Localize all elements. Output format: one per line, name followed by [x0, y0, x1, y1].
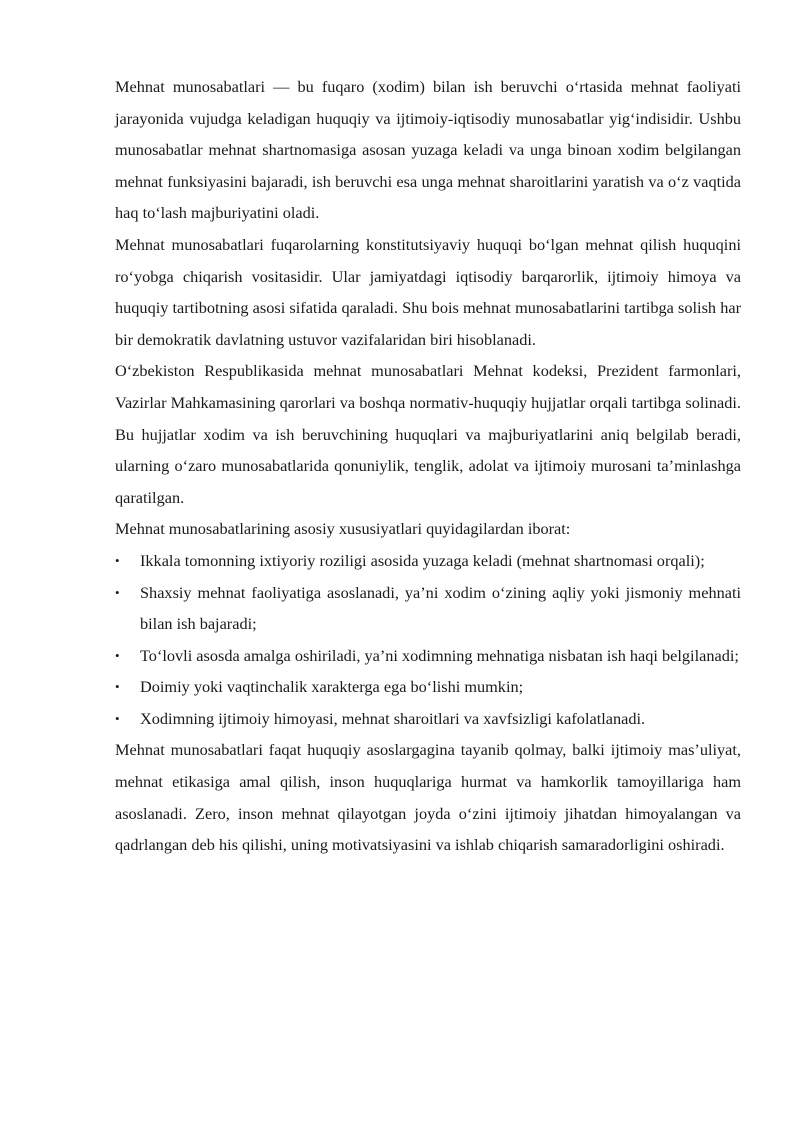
paragraph-definition: Mehnat munosabatlari — bu fuqaro (xodim) bilan ish beruvchi o‘rtasida mehnat faoliyati jarayonida vujudga keladigan huquqiy va ijtimoiy-iqtisodiy munosabatlar yig‘indisidir. Ushbu munosabatlar mehnat shartnomasiga asosan yuzaga keladi va unga binoan xodim belgilangan mehnat funksiyasini bajaradi, ish beruvchi esa unga mehnat sharoitlarini yaratish va o‘z vaqtida haq to‘lash majburiyatini oladi. — [115, 77, 741, 223]
list-item-text: Xodimning ijtimoiy himoyasi, mehnat sharoitlari va xavfsizligi kafolatlanadi. — [140, 708, 646, 728]
list-item — [115, 671, 741, 703]
bullet-icon: • — [115, 584, 120, 600]
document-page — [115, 71, 741, 861]
bullet-icon: • — [115, 679, 120, 695]
paragraph-constitutional-right: Mehnat munosabatlari fuqarolarning konstitutsiyaviy huquqi bo‘lgan mehnat qilish huquqini ro‘yobga chiqarish vositasidir. Ular jamiyatdagi iqtisodiy barqarorlik, ijtimoiy himoya va huquqiy tartibotning asosi sifatida qaraladi. Shu bois mehnat munosabatlarini tartibga solish har bir demokratik davlatning ustuvor vazifalaridan biri hisoblanadi. — [115, 234, 741, 349]
list-item — [115, 545, 741, 577]
list-item — [115, 703, 741, 735]
bullet-icon: • — [115, 710, 120, 726]
bullet-icon: • — [115, 552, 120, 568]
paragraph-closing: Mehnat munosabatlari faqat huquqiy asoslargagina tayanib qolmay, balki ijtimoiy mas’uliyat, mehnat etikasiga amal qilish, inson huquqlariga hurmat va hamkorlik tamoyillariga ham asoslanadi. Zero, inson mehnat qilayotgan joyda o‘zini ijtimoiy jihatdan himoyalangan va qadrlangan deb his qilishi, uning motivatsiyasini va ishlab chiqarish samaradorligini oshiradi. — [115, 740, 741, 855]
list-item-text: Doimiy yoki vaqtinchalik xarakterga ega bo‘lishi mumkin; — [140, 677, 524, 697]
list-item — [115, 640, 741, 672]
list-item — [115, 577, 741, 640]
paragraph-list-intro: Mehnat munosabatlarining asosiy xususiyatlari quyidagilardan iborat: — [115, 519, 571, 539]
list-item-text: Shaxsiy mehnat faoliyatiga asoslanadi, ya’ni xodim o‘zining aqliy yoki jismoniy mehnati bilan ish bajaradi; — [140, 582, 741, 634]
list-item-text: Ikkala tomonning ixtiyoriy roziligi asosida yuzaga keladi (mehnat shartnomasi orqali); — [140, 550, 705, 570]
list-item-text: To‘lovli asosda amalga oshiriladi, ya’ni xodimning mehnatiga nisbatan ish haqi belgilanadi; — [140, 645, 739, 665]
bullet-icon: • — [115, 647, 120, 663]
paragraph-legal-framework: O‘zbekiston Respublikasida mehnat munosabatlari Mehnat kodeksi, Prezident farmonlari, Vazirlar Mahkamasining qarorlari va boshqa normativ-huquqiy hujjatlar orqali tartibga solinadi. Bu hujjatlar xodim va ish beruvchining huquqlari va majburiyatlarini aniq belgilab beradi, ularning o‘zaro munosabatlarida qonuniylik, tenglik, adolat va ijtimoiy murosani ta’minlashga qaratilgan. — [115, 361, 741, 507]
features-list — [115, 545, 741, 735]
